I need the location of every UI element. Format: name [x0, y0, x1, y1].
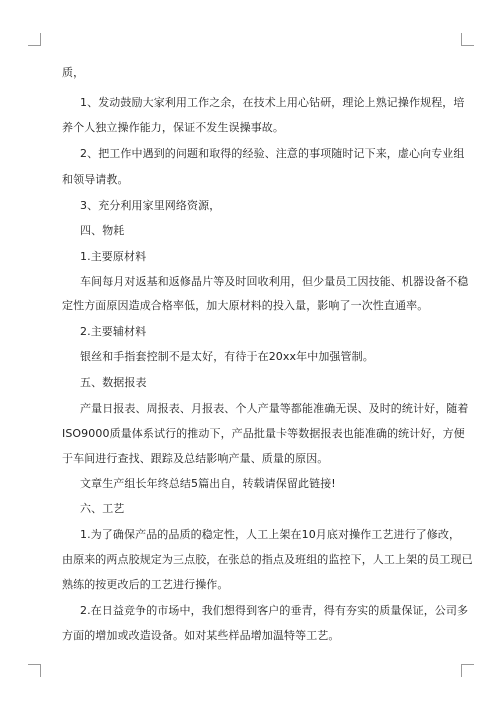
text-line: 于车间进行查找、跟踪及总结影响产量、质量的原因。 — [62, 452, 329, 465]
text-line: 1.为了确保产品的品质的稳定性，人工上架在10月底对操作工艺进行了修改， — [80, 528, 461, 541]
crop-mark-top-left — [28, 33, 41, 46]
section-heading: 六、工艺 — [80, 502, 125, 515]
crop-mark-top-right — [461, 33, 474, 46]
text-line: 养个人独立操作能力，保证不发生误操事故。 — [62, 121, 284, 134]
text-line: 银丝和手指套控制不是太好，有待于在20xx年中加强管制。 — [80, 350, 374, 363]
text-line: 熟练的按更改后的工艺进行操作。 — [62, 578, 229, 591]
text-line: 和领导请教。 — [62, 173, 129, 186]
text-line: 3、充分利用家里网络资源， — [80, 199, 221, 212]
text-line: 1、发动鼓励大家利用工作之余，在技术上用心钻研，理论上熟记操作规程，培 — [80, 96, 465, 109]
text-line: 质， — [62, 66, 85, 79]
section-heading: 五、数据报表 — [80, 376, 147, 389]
text-line: 产量日报表、周报表、月报表、个人产量等都能准确无误、及时的统计好，随着 — [80, 402, 469, 415]
crop-mark-bottom-left — [28, 664, 41, 677]
text-line: ISO9000质量体系试行的推动下，产品批量卡等数据报表也能准确的统计好，方便 — [62, 427, 465, 440]
text-line: 文章生产组长年终总结5篇出自，转载请保留此链接! — [80, 477, 336, 490]
text-line: 车间每月对返基和返修晶片等及时回收利用，但少量员工因技能、机器设备不稳 — [80, 275, 469, 288]
text-line: 由原来的两点胶规定为三点胶，在张总的指点及班组的监控下，人工上架的员工现已 — [62, 553, 473, 566]
text-line: 2、把工作中遇到的问题和取得的经验、注意的事项随时记下来，虚心向专业组 — [80, 147, 465, 160]
text-line: 方面的增加或改造设备。如对某些样品增加温特等工艺。 — [62, 629, 340, 642]
text-line: 2.在日益竞争的市场中，我们想得到客户的垂青，得有夯实的质量保证，公司多 — [80, 604, 469, 617]
subsection-heading: 1.主要原材料 — [80, 250, 147, 263]
subsection-heading: 2.主要辅材料 — [80, 325, 147, 338]
crop-mark-bottom-right — [461, 664, 474, 677]
text-line: 定性方面原因造成合格率低，加大原材料的投入量，影响了一次性直通率。 — [62, 299, 429, 312]
section-heading: 四、物耗 — [80, 224, 125, 237]
